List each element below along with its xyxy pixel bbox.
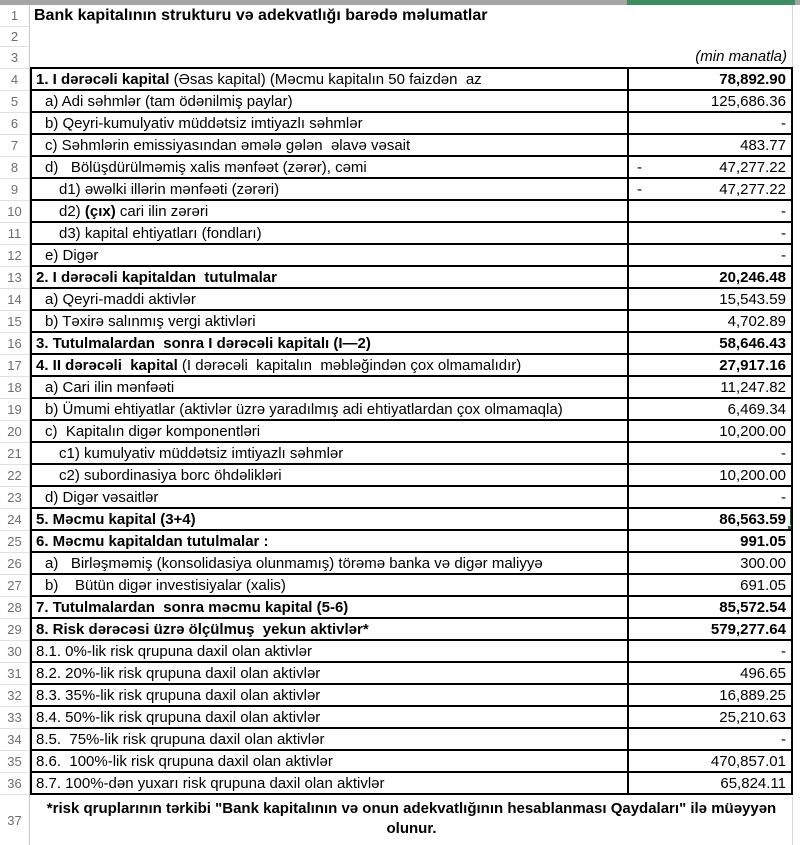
footnote-text: *risk qruplarının tərkibi "Bank kapitalının və onun adekvatlığının hesablanması Qaydaları" ilə müəyyən olunur. (46, 800, 777, 837)
cell-value: 991.05 (740, 532, 786, 550)
table-row (32, 531, 791, 553)
cell-value: 496.65 (740, 664, 786, 682)
row-label-cell[interactable] (32, 377, 627, 397)
row-number[interactable]: 24 (0, 509, 29, 531)
row-number[interactable]: 30 (0, 641, 29, 663)
cell-value: 691.05 (740, 576, 786, 594)
row-label-cell[interactable] (32, 223, 627, 243)
row-number[interactable]: 12 (0, 245, 29, 267)
table-row (32, 91, 791, 113)
row-value-cell[interactable] (627, 421, 791, 441)
row-label-cell[interactable] (32, 685, 627, 705)
row-label-segment: c2) subordinasiya borc öhdəlikləri (59, 466, 282, 484)
table-row (32, 421, 791, 443)
row-label-cell[interactable] (32, 289, 627, 309)
row-label-segment: a) Adi səhmlər (tam ödənilmiş paylar) (45, 92, 293, 110)
row-label-segment: 1. I dərəcəli kapital (36, 70, 170, 88)
cell-value: 20,246.48 (719, 268, 786, 286)
row-label-segment: (I dərəcəli kapitalın məbləğindən çox olmamalıdır) (177, 356, 522, 374)
cell-value: - (781, 488, 786, 506)
table-row (32, 663, 791, 685)
row-label-cell[interactable] (32, 619, 627, 639)
table-row (32, 641, 791, 663)
row-label-segment: 8.3. 35%-lik risk qrupuna daxil olan aktivlər (36, 686, 321, 704)
row-label-segment: b) Ümumi ehtiyatlar (aktivlər üzrə yaradılmış adi ehtiyatlardan çox olmamaqla) (45, 400, 563, 418)
table-row (32, 377, 791, 399)
row-number[interactable]: 16 (0, 333, 29, 355)
row-label-cell[interactable] (32, 135, 627, 155)
row-number[interactable]: 13 (0, 267, 29, 289)
row-number[interactable]: 32 (0, 685, 29, 707)
row-number[interactable]: 8 (0, 157, 29, 179)
row-label-cell[interactable] (32, 663, 627, 683)
row-label-cell[interactable] (32, 355, 627, 375)
cell-value: 11,247.82 (720, 378, 786, 396)
row-label-segment: d2) (59, 202, 85, 220)
table-row (32, 751, 791, 773)
row-value-cell[interactable] (627, 729, 791, 749)
row-value-cell[interactable] (627, 69, 791, 89)
table-row (32, 619, 791, 641)
table-row (32, 685, 791, 707)
cell-value: 579,277.64 (710, 620, 786, 638)
row-label-segment: c) Kapitalın digər komponentləri (45, 422, 261, 440)
row-label-segment: 4. II dərəcəli kapital (36, 356, 178, 374)
row-label-cell[interactable] (32, 113, 627, 133)
sheet-title[interactable]: Bank kapitalının strukturu və adekvatlığı barədə məlumatlar (34, 7, 488, 24)
row-label-cell[interactable] (32, 553, 627, 573)
row-number[interactable]: 25 (0, 531, 29, 553)
row-number[interactable]: 28 (0, 597, 29, 619)
row-label-segment: 6. Məcmu kapitaldan tutulmalar : (36, 532, 269, 550)
table-row (32, 223, 791, 245)
row-label-segment: 8. Risk dərəcəsi üzrə ölçülmuş yekun aktivlər* (36, 620, 369, 638)
row-label-segment: 8.5. 75%-lik risk qrupuna daxil olan aktivlər (36, 730, 325, 748)
row-number[interactable]: 31 (0, 663, 29, 685)
row-label-cell[interactable] (32, 597, 627, 617)
cell-value: 25,210.63 (719, 708, 786, 726)
row-number[interactable]: 33 (0, 707, 29, 729)
table-row (32, 575, 791, 597)
row-number[interactable]: 9 (0, 179, 29, 201)
table-row (32, 487, 791, 509)
row-label-cell[interactable] (32, 179, 627, 199)
row-label-segment: 3. Tutulmalardan sonra I dərəcəli kapitalı (I—2) (36, 334, 371, 352)
table-row (32, 729, 791, 751)
row-number[interactable]: 15 (0, 311, 29, 333)
row-number[interactable]: 21 (0, 443, 29, 465)
row-label-segment: b) Bütün digər investisiyalar (xalis) (45, 576, 286, 594)
right-gridline-top (792, 5, 793, 67)
row-value-cell[interactable] (627, 113, 791, 133)
row-label-cell[interactable] (32, 707, 627, 727)
row-label-segment: 8.4. 50%-lik risk qrupuna daxil olan aktivlər (36, 708, 321, 726)
cell-value: - (781, 246, 786, 264)
table-row (32, 465, 791, 487)
cell-value: - (781, 444, 786, 462)
cell-value: 483.77 (740, 136, 786, 154)
row-label-cell[interactable] (32, 531, 627, 551)
table-row (32, 179, 791, 201)
row-label-cell[interactable] (32, 399, 627, 419)
cell-value: 78,892.90 (719, 70, 786, 88)
row-value-cell[interactable] (627, 399, 791, 419)
row-value-cell[interactable] (627, 531, 791, 551)
row-number[interactable]: 14 (0, 289, 29, 311)
row-number[interactable]: 2 (0, 27, 29, 47)
cell-value: 4,702.89 (727, 312, 786, 330)
row-value-cell[interactable] (627, 267, 791, 287)
row-number[interactable]: 36 (0, 773, 29, 795)
table-row (32, 553, 791, 575)
row-label-cell[interactable] (32, 465, 627, 485)
row-number[interactable]: 19 (0, 399, 29, 421)
row-number[interactable]: 22 (0, 465, 29, 487)
row-number[interactable]: 10 (0, 201, 29, 223)
row-number[interactable]: 27 (0, 575, 29, 597)
row-number[interactable]: 5 (0, 91, 29, 113)
row-label-cell[interactable] (32, 487, 627, 507)
row-label-cell[interactable] (32, 729, 627, 749)
row-label-segment: c1) kumulyativ müddətsiz imtiyazlı səhmlər (59, 444, 344, 462)
row-value-cell[interactable] (627, 245, 791, 265)
cell-value: 125,686.36 (710, 92, 786, 110)
row-value-cell-selected[interactable] (627, 509, 791, 529)
row-number[interactable]: 4 (0, 69, 29, 91)
table-row (32, 201, 791, 223)
row-value-cell[interactable] (627, 289, 791, 309)
row-value-cell[interactable] (627, 553, 791, 573)
cell-value: 16,889.25 (719, 686, 786, 704)
table-row (32, 597, 791, 619)
units-note[interactable]: (min manatla) (695, 47, 787, 65)
footnote-cell[interactable] (30, 797, 793, 845)
table-row (32, 245, 791, 267)
row-label-cell[interactable] (32, 157, 627, 177)
row-value-cell[interactable] (627, 135, 791, 155)
table-row (32, 311, 791, 333)
row-label-cell[interactable] (32, 773, 627, 793)
row-label-cell[interactable] (32, 575, 627, 595)
cell-value: 15,543.59 (719, 290, 786, 308)
cell-value: 58,646.43 (719, 334, 786, 352)
row-value-cell[interactable] (627, 91, 791, 111)
row-label-segment: 8.2. 20%-lik risk qrupuna daxil olan aktivlər (36, 664, 321, 682)
row-label-cell[interactable] (32, 509, 627, 529)
row-number[interactable]: 17 (0, 355, 29, 377)
row-label-segment: (çıx) (84, 202, 116, 220)
cell-value: 470,857.01 (710, 752, 786, 770)
table-row (32, 289, 791, 311)
row-value-cell[interactable] (627, 223, 791, 243)
table-row (32, 355, 791, 377)
row-label-cell[interactable] (32, 91, 627, 111)
row-label-segment: a) Qeyri-maddi aktivlər (45, 290, 196, 308)
negative-sign: - (637, 180, 642, 198)
table-row (32, 773, 791, 793)
row-number[interactable]: 20 (0, 421, 29, 443)
row-label-segment: a) Birləşməmiş (konsolidasiya olunmamış) törəmə banka və digər maliyyə (45, 554, 543, 572)
row-value-cell[interactable] (627, 487, 791, 507)
row-value-cell[interactable] (627, 641, 791, 661)
row-value-cell[interactable] (627, 663, 791, 683)
row-label-segment: 7. Tutulmalardan sonra məcmu kapital (5-6) (36, 598, 349, 616)
cell-value: 47,277.22 (719, 158, 786, 176)
cell-value: 65,824.11 (720, 774, 786, 792)
row-number-gutter (0, 5, 30, 845)
row-label-segment: cari ilin zərəri (115, 202, 209, 220)
row-number[interactable]: 35 (0, 751, 29, 773)
cell-value: - (781, 642, 786, 660)
row-label-segment: d) Bölüşdürülməmiş xalis mənfəət (zərər), cəmi (45, 158, 367, 176)
row-value-cell[interactable] (627, 179, 791, 199)
capital-structure-table (30, 67, 793, 795)
table-row (32, 135, 791, 157)
row-value-cell[interactable] (627, 685, 791, 705)
row-label-segment: d1) əwəlki illərin mənfəəti (zərəri) (59, 180, 280, 198)
cell-value: 10,200.00 (719, 466, 786, 484)
cell-value: 27,917.16 (719, 356, 786, 374)
cell-value: - (781, 202, 786, 220)
table-row (32, 267, 791, 289)
cell-value: 300.00 (740, 554, 786, 572)
row-label-cell[interactable] (32, 201, 627, 221)
row-number[interactable]: 3 (0, 47, 29, 69)
row-number[interactable]: 11 (0, 223, 29, 245)
row-label-cell[interactable] (32, 245, 627, 265)
cell-value: - (781, 224, 786, 242)
cell-value: 10,200.00 (719, 422, 786, 440)
row-label-cell[interactable] (32, 641, 627, 661)
table-row (32, 399, 791, 421)
cell-value: 86,563.59 (719, 510, 786, 528)
row-value-cell[interactable] (627, 465, 791, 485)
row-label-segment: d) Digər vəsaitlər (45, 488, 159, 506)
row-value-cell[interactable] (627, 201, 791, 221)
row-label-segment: (Əsas kapital) (Məcmu kapitalın 50 faizdən az (169, 70, 482, 88)
row-label-cell[interactable] (32, 267, 627, 287)
row-number[interactable]: 26 (0, 553, 29, 575)
row-value-cell[interactable] (627, 619, 791, 639)
row-label-segment: 8.6. 100%-lik risk qrupuna daxil olan aktivlər (36, 752, 333, 770)
row-label-segment: a) Cari ilin mənfəəti (45, 378, 175, 396)
row-label-cell[interactable] (32, 69, 627, 89)
row-number[interactable]: 1 (0, 5, 29, 27)
table-row (32, 157, 791, 179)
row-number[interactable]: 6 (0, 113, 29, 135)
row-value-cell[interactable] (627, 311, 791, 331)
row-number[interactable]: 7 (0, 135, 29, 157)
row-value-cell[interactable] (627, 597, 791, 617)
row-number[interactable]: 18 (0, 377, 29, 399)
row-label-segment: b) Təxirə salınmış vergi aktivləri (45, 312, 256, 330)
row-label-segment: d3) kapital ehtiyatları (fondları) (59, 224, 262, 242)
row-number[interactable]: 37 (0, 795, 29, 845)
table-row (32, 113, 791, 135)
row-label-cell[interactable] (32, 421, 627, 441)
row-label-segment: 8.1. 0%-lik risk qrupuna daxil olan aktivlər (36, 642, 312, 660)
cell-value: 47,277.22 (719, 180, 786, 198)
cell-value: 85,572.54 (719, 598, 786, 616)
row-label-segment: b) Qeyri-kumulyativ müddətsiz imtiyazlı səhmlər (45, 114, 363, 132)
table-row (32, 707, 791, 729)
row-label-segment: 8.7. 100%-dən yuxarı risk qrupuna daxil olan aktivlər (36, 774, 385, 792)
row-value-cell[interactable] (627, 773, 791, 793)
row-value-cell[interactable] (627, 751, 791, 771)
row-value-cell[interactable] (627, 355, 791, 375)
row-label-cell[interactable] (32, 751, 627, 771)
row-number[interactable]: 34 (0, 729, 29, 751)
table-row (32, 333, 791, 355)
negative-sign: - (637, 158, 642, 176)
table-row (32, 509, 791, 531)
row-label-segment: 5. Məcmu kapital (3+4) (36, 510, 196, 528)
row-value-cell[interactable] (627, 575, 791, 595)
row-value-cell[interactable] (627, 707, 791, 727)
row-value-cell[interactable] (627, 377, 791, 397)
row-value-cell[interactable] (627, 333, 791, 353)
row-number[interactable]: 29 (0, 619, 29, 641)
row-label-cell[interactable] (32, 333, 627, 353)
table-row (32, 69, 791, 91)
row-value-cell[interactable] (627, 157, 791, 177)
row-label-segment: e) Digər (45, 246, 99, 264)
table-row (32, 443, 791, 465)
cell-value: - (781, 114, 786, 132)
fill-handle[interactable] (787, 525, 791, 529)
row-label-cell[interactable] (32, 311, 627, 331)
row-number[interactable]: 23 (0, 487, 29, 509)
cell-value: - (781, 730, 786, 748)
row-label-cell[interactable] (32, 443, 627, 463)
row-label-segment: c) Səhmlərin emissiyasından əmələ gələn əlavə vəsait (45, 136, 411, 154)
row-label-segment: 2. I dərəcəli kapitaldan tutulmalar (36, 268, 277, 286)
cell-value: 6,469.34 (727, 400, 786, 418)
row-value-cell[interactable] (627, 443, 791, 463)
